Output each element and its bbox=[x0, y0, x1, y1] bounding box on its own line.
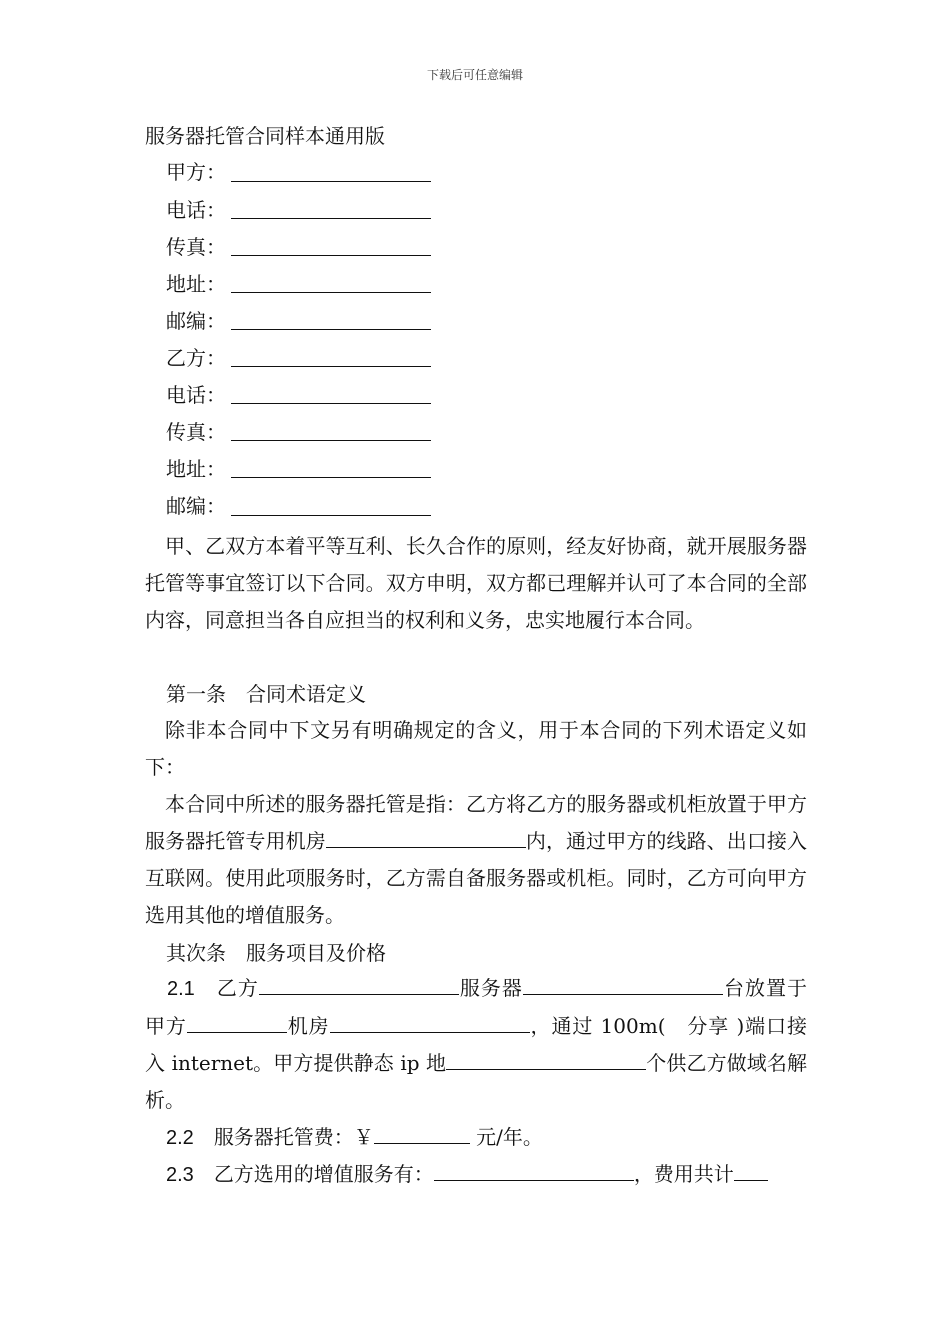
party-b-fax-blank[interactable] bbox=[231, 440, 431, 441]
clause-2-2-text-b: 元/年。 bbox=[469, 1125, 543, 1149]
article-2-heading: 其次条 服务项目及价格 bbox=[166, 941, 386, 965]
party-b-blank[interactable] bbox=[231, 366, 431, 367]
party-a-phone-label: 电话： bbox=[166, 198, 226, 222]
page-header: 下载后可任意编辑 bbox=[426, 68, 523, 82]
server-count-blank[interactable] bbox=[523, 976, 723, 995]
clause-2-1-text-c: 台放置于甲方 bbox=[145, 976, 807, 1038]
clause-2-3-text-b: ，费用共计 bbox=[633, 1162, 734, 1186]
clause-2-3-number: 2.3 bbox=[166, 1164, 194, 1186]
party-a-fax-label: 传真： bbox=[166, 235, 226, 259]
clause-2-1-number: 2.1 bbox=[167, 978, 195, 1000]
total-fee-blank[interactable] bbox=[734, 1162, 768, 1181]
clause-2-3-text-a: 乙方选用的增值服务有： bbox=[213, 1162, 434, 1186]
location-blank[interactable] bbox=[187, 1014, 287, 1033]
clause-2-2 bbox=[166, 1123, 543, 1152]
clause-2-3 bbox=[166, 1160, 768, 1189]
clause-2-1-text-b: 服务器 bbox=[458, 976, 523, 1000]
party-a-phone-blank[interactable] bbox=[231, 218, 431, 219]
article-1-paragraph-2 bbox=[145, 786, 807, 934]
clause-2-1-text-d: 机房 bbox=[286, 1014, 330, 1038]
clause-2-1-text-a: 乙方 bbox=[216, 976, 259, 1000]
value-added-service-blank[interactable] bbox=[434, 1162, 634, 1181]
party-b-zip-label: 邮编： bbox=[166, 494, 226, 518]
article-1-heading: 第一条 合同术语定义 bbox=[166, 682, 366, 706]
clause-2-1 bbox=[145, 970, 807, 1119]
ip-count-blank[interactable] bbox=[446, 1051, 646, 1070]
party-b-address-blank[interactable] bbox=[231, 477, 431, 478]
party-b-address-label: 地址： bbox=[166, 457, 226, 481]
party-b-zip-blank[interactable] bbox=[231, 515, 431, 516]
party-a-zip-label: 邮编： bbox=[166, 309, 226, 333]
clause-2-2-text-a: 服务器托管费：￥ bbox=[213, 1125, 374, 1149]
article-1-p2-part-b: 内，通过甲方的线路、出口接入互联网。使用此项服务时，乙方需自备服务器或机柜。同时，乙方可向甲方选用其他的增值服务。 bbox=[145, 829, 808, 927]
party-a-address-blank[interactable] bbox=[231, 292, 431, 293]
intro-paragraph: 甲、乙双方本着平等互利、长久合作的原则，经友好协商，就开展服务器托管等事宜签订以下合同。双方申明，双方都已理解并认可了本合同的全部内容，同意担当各自应担当的权利和义务，忠实地履行本合同。 bbox=[145, 534, 807, 632]
party-b-phone-blank[interactable] bbox=[231, 403, 431, 404]
server-type-blank[interactable] bbox=[259, 976, 459, 995]
article-1-paragraph-1: 除非本合同中下文另有明确规定的含义，用于本合同的下列术语定义如下： bbox=[145, 718, 807, 779]
party-a-blank[interactable] bbox=[231, 181, 431, 182]
room-blank[interactable] bbox=[330, 1014, 530, 1033]
party-a-zip-blank[interactable] bbox=[231, 329, 431, 330]
party-b-fax-label: 传真： bbox=[166, 420, 226, 444]
party-a-address-label: 地址： bbox=[166, 272, 226, 296]
party-b-phone-label: 电话： bbox=[166, 383, 226, 407]
clause-2-1-text-e: ，通过 100m( 分享 )端口接入 internet。甲方提供静态 ip 地 bbox=[145, 1014, 808, 1075]
clause-2-2-number: 2.2 bbox=[166, 1127, 194, 1149]
party-b-label: 乙方： bbox=[166, 346, 226, 370]
machine-room-blank[interactable] bbox=[326, 829, 526, 848]
party-a-fax-blank[interactable] bbox=[231, 255, 431, 256]
party-a-label: 甲方： bbox=[166, 160, 226, 184]
clause-2-1-text-f: 个供乙方做域名解析。 bbox=[145, 1051, 807, 1112]
article-1-p2-part-a: 本合同中所述的服务器托管是指：乙方将乙方的服务器或机柜放置于甲方服务器托管专用机房 bbox=[145, 792, 807, 853]
hosting-fee-blank[interactable] bbox=[374, 1125, 470, 1144]
document-title: 服务器托管合同样本通用版 bbox=[145, 124, 385, 148]
